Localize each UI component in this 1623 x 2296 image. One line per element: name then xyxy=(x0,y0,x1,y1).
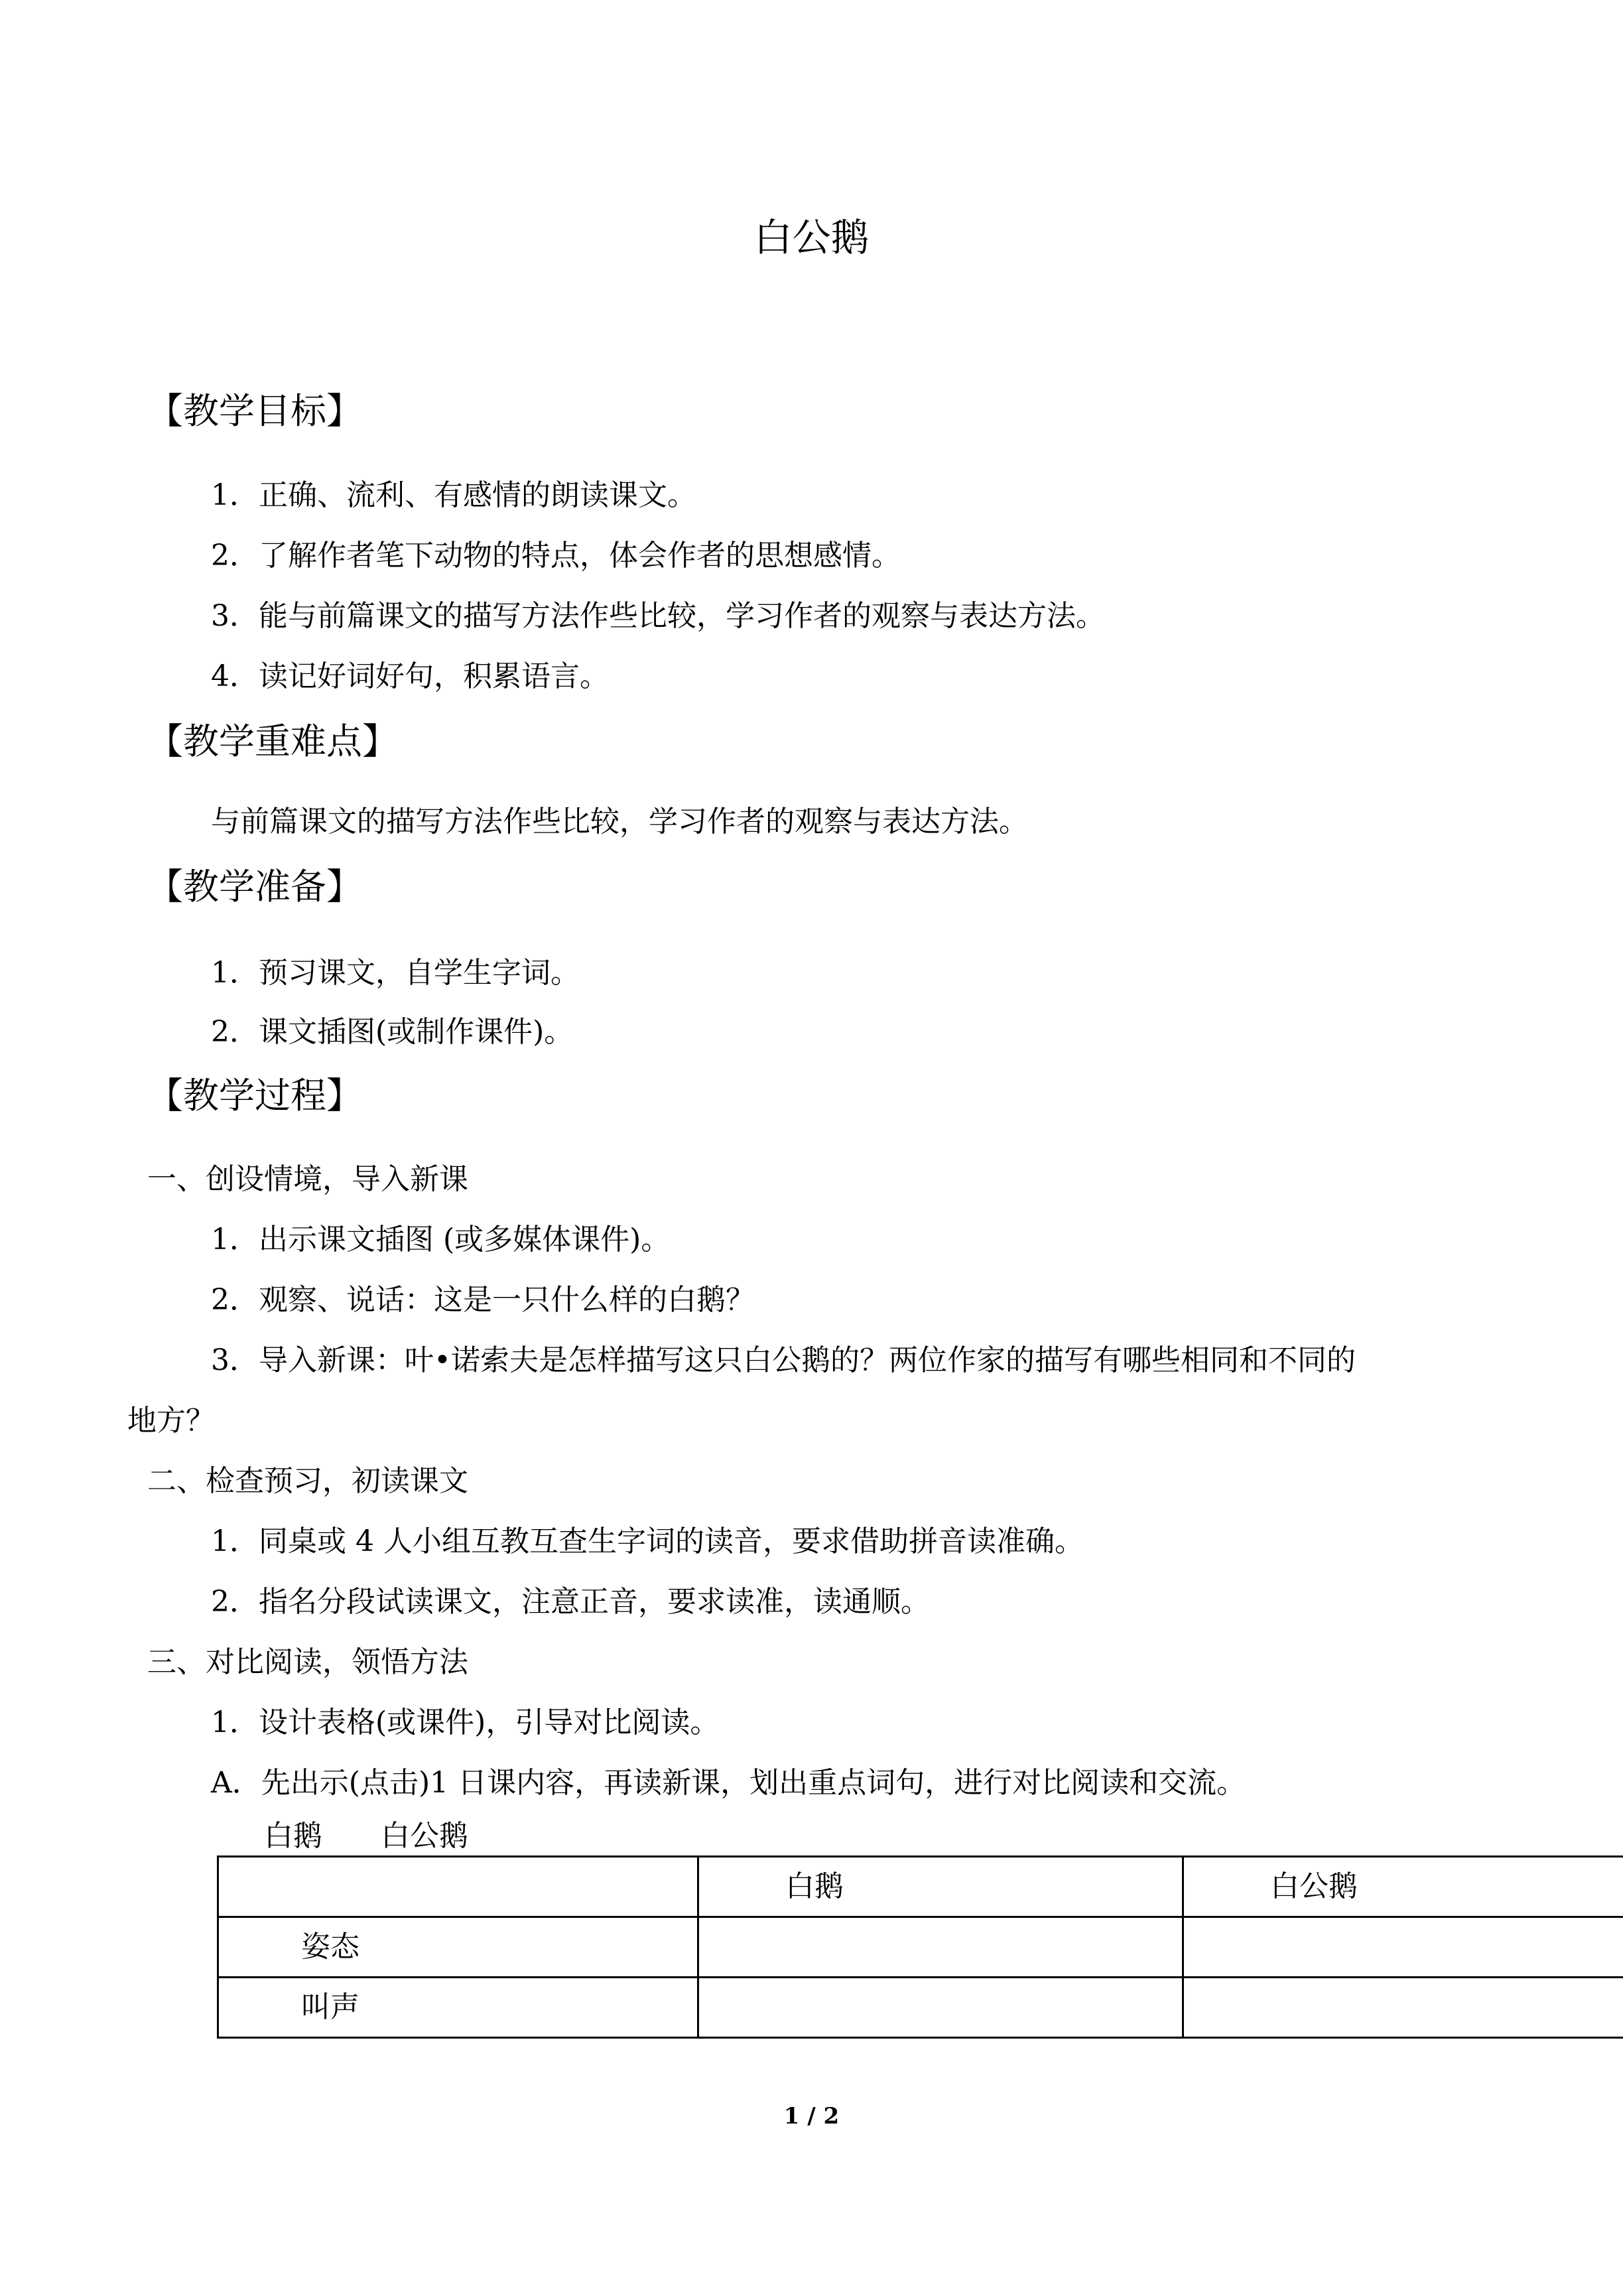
table-row xyxy=(218,1917,1623,1978)
process-part3-item-1: 1．设计表格(或课件)，引导对比阅读。 xyxy=(211,1706,720,1739)
keypoints-text: 与前篇课文的描写方法作些比较，学习作者的观察与表达方法。 xyxy=(211,805,1028,839)
process-part2-item-1: 1．同桌或 4 人小组互教互查生字词的读音，要求借助拼音读准确。 xyxy=(211,1524,1084,1558)
page-title: 白公鹅 xyxy=(753,215,870,260)
table-cell xyxy=(698,1978,1183,2038)
process-part1-continuation: 地方？ xyxy=(127,1404,215,1438)
objective-item-2: 2．了解作者笔下动物的特点，体会作者的思想感情。 xyxy=(211,539,901,573)
objective-item-3: 3．能与前篇课文的描写方法作些比较，学习作者的观察与表达方法。 xyxy=(211,599,1105,633)
table-header-cell: 白公鹅 xyxy=(1183,1857,1623,1917)
preparation-item-1: 1．预习课文，自学生字词。 xyxy=(211,956,580,990)
process-part1-item-1: 1．出示课文插图 (或多媒体课件)。 xyxy=(211,1223,671,1256)
process-part1-item-2: 2．观察、说话：这是一只什么样的白鹅？ xyxy=(211,1283,755,1317)
heading-objectives: 【教学目标】 xyxy=(147,390,362,432)
table-header-cell: 白鹅 xyxy=(698,1857,1183,1917)
process-part2-title: 二、检查预习，初读课文 xyxy=(147,1464,468,1498)
heading-preparation: 【教学准备】 xyxy=(147,866,362,908)
heading-keypoints: 【教学重难点】 xyxy=(147,720,398,762)
comparison-table xyxy=(217,1856,1407,2039)
process-part3-item-2: A．先出示(点击)1 日课内容，再读新课，划出重点词句，进行对比阅读和交流。 xyxy=(211,1766,1246,1800)
table-caption-b: 白公鹅 xyxy=(381,1819,468,1853)
table-caption-a: 白鹅 xyxy=(264,1819,322,1853)
table-cell xyxy=(1183,1978,1623,2038)
process-part1-item-3: 3．导入新课：叶•诺索夫是怎样描写这只白公鹅的？两位作家的描写有哪些相同和不同的 xyxy=(211,1343,1356,1377)
table-row-label: 姿态 xyxy=(218,1917,698,1978)
process-part1-title: 一、创设情境，导入新课 xyxy=(147,1162,468,1196)
table-cell xyxy=(1183,1917,1623,1978)
objective-item-4: 4．读记好词好句，积累语言。 xyxy=(211,659,609,693)
table-header-row xyxy=(218,1857,1623,1917)
table-row-label: 叫声 xyxy=(218,1978,698,2038)
objective-item-1: 1．正确、流利、有感情的朗读课文。 xyxy=(211,478,696,512)
table-header-cell xyxy=(218,1857,698,1917)
process-part2-item-2: 2．指名分段试读课文，注意正音，要求读准，读通顺。 xyxy=(211,1585,930,1619)
process-part3-title: 三、对比阅读，领悟方法 xyxy=(147,1645,468,1679)
page-number: 1 / 2 xyxy=(783,2103,840,2129)
heading-process: 【教学过程】 xyxy=(147,1075,362,1116)
preparation-item-2: 2．课文插图(或制作课件)。 xyxy=(211,1015,574,1049)
table-cell xyxy=(698,1917,1183,1978)
table-row xyxy=(218,1978,1623,2038)
